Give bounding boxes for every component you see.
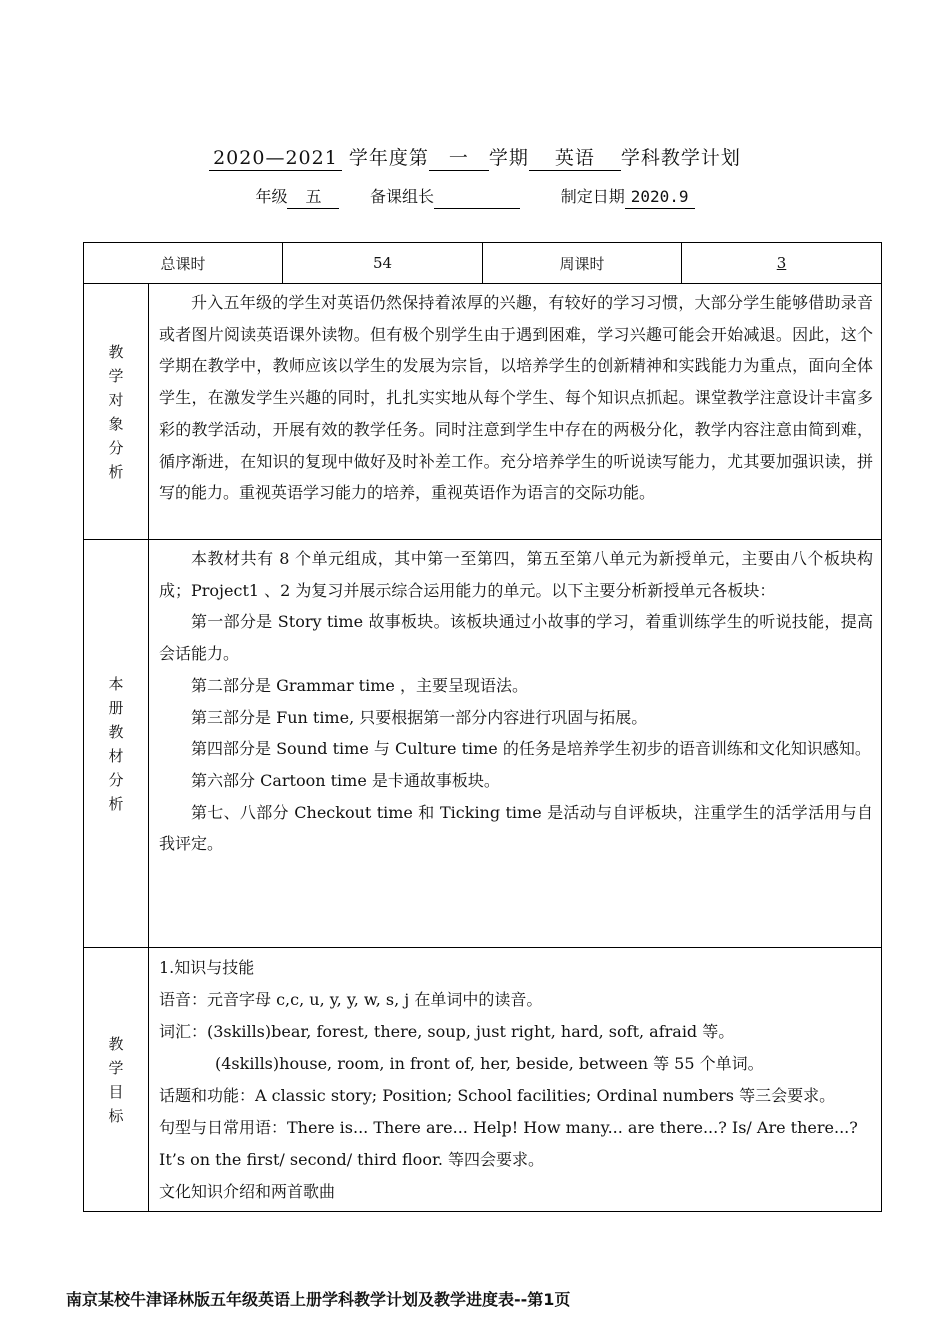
summary-row xyxy=(84,243,882,284)
label-char: 本 xyxy=(108,674,124,693)
label-char: 学 xyxy=(108,366,124,385)
goal-line: 文化知识介绍和两首歌曲 xyxy=(159,1182,336,1201)
label-char: 教 xyxy=(108,1034,124,1053)
leader-value xyxy=(434,188,520,209)
meta-line xyxy=(0,184,950,209)
label-char: 象 xyxy=(108,414,124,433)
title-text-1: 学年度第 xyxy=(348,147,429,169)
grade-label: 年级 xyxy=(255,187,288,206)
textbook-analysis-row xyxy=(84,540,882,948)
label-char: 目 xyxy=(108,1082,124,1101)
grade-value: 五 xyxy=(287,186,339,209)
textbook-analysis-text xyxy=(149,540,882,948)
paragraph: 第六部分 Cartoon time 是卡通故事板块。 xyxy=(191,770,500,790)
student-analysis-row xyxy=(84,284,882,540)
student-analysis-text xyxy=(149,284,882,540)
label-char: 析 xyxy=(108,462,124,481)
leader-label: 备课组长 xyxy=(370,187,435,206)
weekly-hours-value: 3 xyxy=(682,243,882,284)
paragraph: 第七、八部分 Checkout time 和 Ticking time 是活动与自评板块，注重学生的活学活用与自我评定。 xyxy=(159,802,874,854)
title-subject: 英语 xyxy=(529,146,621,171)
weekly-hours-label: 周课时 xyxy=(483,243,682,284)
title-year: 2020—2021 xyxy=(209,146,342,171)
total-hours-label: 总课时 xyxy=(84,243,283,284)
title-term: 一 xyxy=(429,146,489,171)
plan-table xyxy=(83,242,882,1212)
label-char: 学 xyxy=(108,1058,124,1077)
goal-line: 语音：元音字母 c,c, u, y, y, w, s, j 在单词中的读音。 xyxy=(159,990,543,1009)
label-char: 册 xyxy=(108,698,124,717)
label-char: 析 xyxy=(108,794,124,813)
date-value: 2020.9 xyxy=(625,186,695,209)
label-char: 分 xyxy=(108,438,124,457)
label-char: 教 xyxy=(108,722,124,741)
page-footer: 南京某校牛津译林版五年级英语上册学科教学计划及教学进度表--第1页 xyxy=(66,1290,571,1309)
student-analysis-label xyxy=(84,284,149,540)
goal-line: 1.知识与技能 xyxy=(159,958,255,977)
paragraph: 第一部分是 Story time 故事板块。该板块通过小故事的学习，着重训练学生的听说技能，提高会话能力。 xyxy=(159,612,874,664)
paragraph: 本教材共有 8 个单元组成，其中第一至第四，第五至第八单元为新授单元，主要由八个板块构成；Project1 、2 为复习并展示综合运用能力的单元。以下主要分析新授单元各板块： xyxy=(159,549,874,600)
goal-line: 句型与日常用语：There is... There are... Help! How many... are there...? Is/ Are there...? It’s on the first/ second/ third floor. 等四会要求。 xyxy=(159,1118,858,1169)
label-char: 材 xyxy=(108,746,124,765)
teaching-goals-text xyxy=(149,948,882,1212)
label-char: 标 xyxy=(108,1106,124,1125)
total-hours-value: 54 xyxy=(283,243,483,284)
label-char: 对 xyxy=(108,390,124,409)
paragraph: 第四部分是 Sound time 与 Culture time 的任务是培养学生初步的语音训练和文化知识感知。 xyxy=(191,739,871,759)
title-text-3: 学科教学计划 xyxy=(620,147,741,169)
paragraph: 第三部分是 Fun time, 只要根据第一部分内容进行巩固与拓展。 xyxy=(191,707,648,727)
date-label: 制定日期 xyxy=(560,187,625,206)
textbook-analysis-label xyxy=(84,540,149,948)
teaching-goals-row xyxy=(84,948,882,1212)
teaching-goals-label xyxy=(84,948,149,1212)
page-title xyxy=(0,143,950,171)
goal-line: 词汇：(3skills)bear, forest, there, soup, just right, hard, soft, afraid 等。 xyxy=(159,1022,735,1041)
goal-line: 话题和功能：A classic story; Position; School facilities; Ordinal numbers 等三会要求。 xyxy=(159,1086,836,1105)
label-char: 教 xyxy=(108,342,124,361)
goal-line: (4skills)house, room, in front of, her, beside, between 等 55 个单词。 xyxy=(215,1054,764,1073)
paragraph: 第二部分是 Grammar time ，主要呈现语法。 xyxy=(191,675,528,695)
title-text-2: 学期 xyxy=(488,147,529,169)
label-char: 分 xyxy=(108,770,124,789)
paragraph: 升入五年级的学生对英语仍然保持着浓厚的兴趣，有较好的学习习惯，大部分学生能够借助录音或者图片阅读英语课外读物。但有极个别学生由于遇到困难，学习兴趣可能会开始减退。因此，这个学期在教学中，教师应该以学生的发展为宗旨，以培养学生的创新精神和实践能力为重点，面向全体学生，在激发学生兴趣的同时，扎扎实实地从每个学生、每个知识点抓起。课堂教学注意设计丰富多彩的教学活动，开展有效的教学任务。同时注意到学生中存在的两极分化，教学内容注意由简到难，循序渐进，在知识的复现中做好及时补差工作。充分培养学生的听说读写能力，尤其要加强识读，拼写的能力。重视英语学习能力的培养，重视英语作为语言的交际功能。 xyxy=(159,293,874,503)
